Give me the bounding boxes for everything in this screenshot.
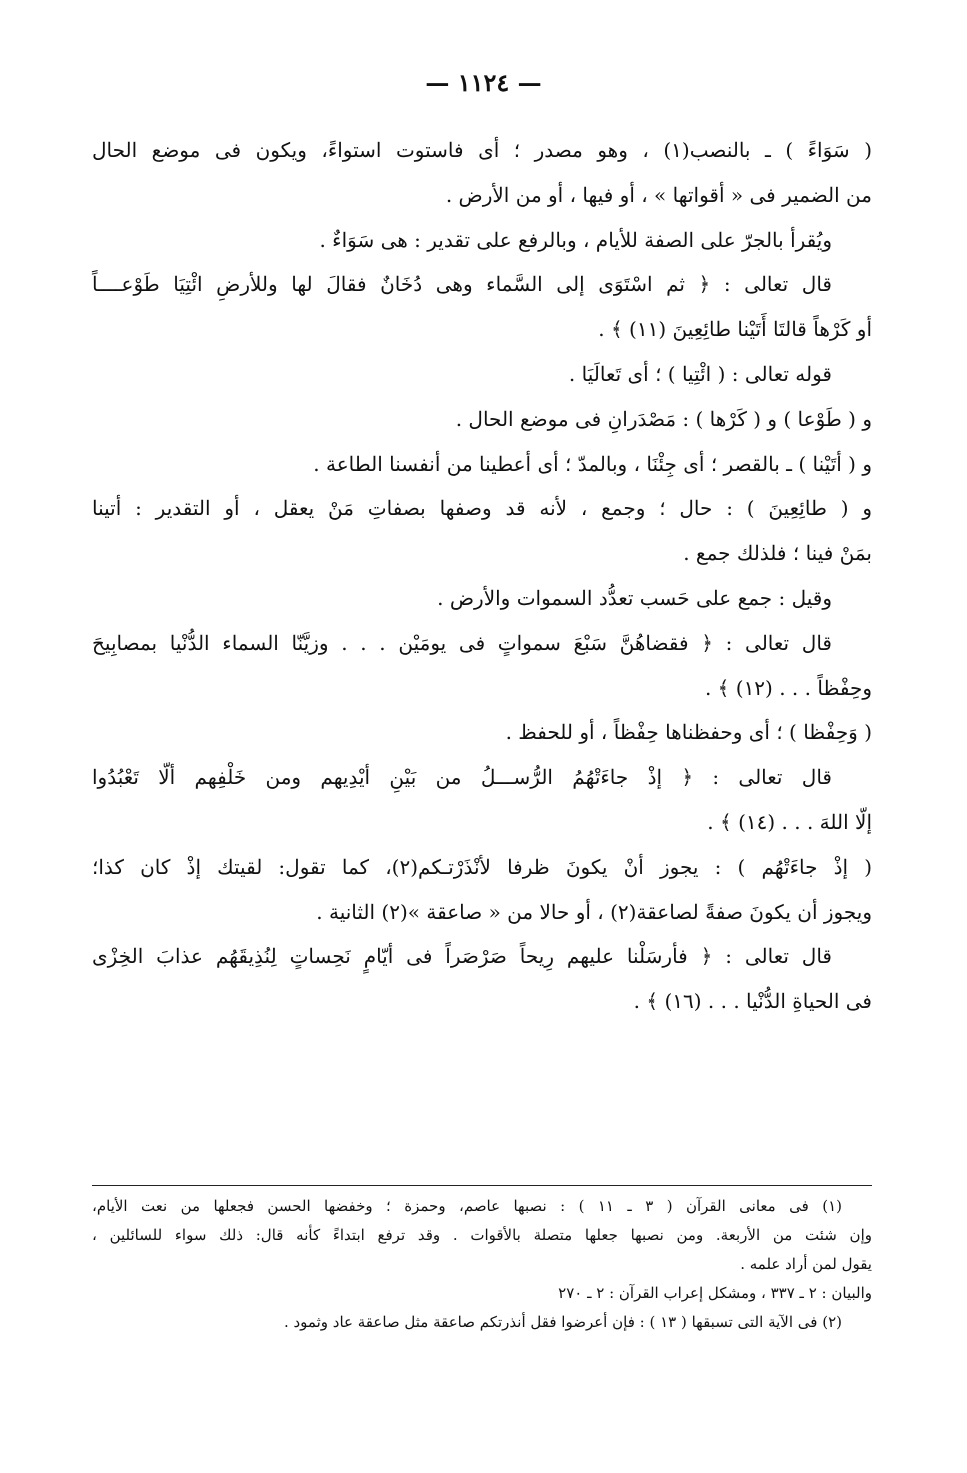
text-line: قال تعالى : ﴿ إذْ جاءَتْهُمُ الرُّســـلُ من بَيْنِ أيْدِيهم ومن خَلْفِهم ألّا تَعْبُدُوا <box>92 765 832 790</box>
text-line: قال تعالى : ﴿ فأرسَلْنا عليهم رِيحاً صَرْصَراً فى أيّامٍ نَحِساتٍ لِنُذِيقَهُم عذابَ الخِزْى <box>92 944 832 969</box>
footnote-line: يقول لمن أراد علمه . <box>740 1255 872 1273</box>
footnote-divider <box>92 1185 872 1186</box>
footnote-line: (١) فى معانى القرآن ( ٣ ـ ١١ ) : نصبها عاصم، وحمزة ؛ وخفضها الحسن فجعلها من نعت الأيام، <box>92 1197 842 1215</box>
footnote-line: والبيان : ٢ ـ ٣٣٧ ، ومشكل إعراب القرآن : ٢ ـ ٢٧٠ <box>558 1284 872 1302</box>
text-line: من الضمير فى « أقواتها » ، أو فيها ، أو من الأرض . <box>445 182 872 207</box>
text-line: أو كَرْهاً قالتَا أَتَيْنا طائِعِينَ (١١) ﴾ . <box>598 317 872 342</box>
footnotes <box>92 1192 872 1337</box>
text-line: وحِفْظاً . . . (١٢) ﴾ . <box>704 675 872 700</box>
text-line: بمَنْ فينا ؛ فلذلك جمع . <box>683 541 872 566</box>
text-line: و ( طَوْعا ) و ( كَرْها ) : مَصْدَرانِ فى موضع الحال . <box>455 406 872 431</box>
main-text <box>92 128 872 1024</box>
text-line: ويُقرأ بالجرّ على الصفة للأيام ، وبالرفع على تقدير : هى سَوَاءٌ . <box>319 227 832 252</box>
text-line: ( سَوَاءً ) ـ بالنصب(١) ، وهو مصدر ؛ أى فاستوت استواءً، ويكون فى موضع الحال <box>92 138 872 162</box>
text-line: إلّا اللهَ . . . (١٤) ﴾ . <box>707 809 872 834</box>
text-line: و ( طائِعِينَ ) : حال ؛ وجمع ، لأنه قد وصفها بصفاتِ مَنْ يعقل ، أو التقدير : أتينا <box>92 496 872 521</box>
text-line: فى الحياةِ الدُّنْيا . . . (١٦) ﴾ . <box>633 989 872 1014</box>
footnote-line: (٢) فى الآية التى تسبقها ( ١٣ ) : فإن أعرضوا فقل أنذرتكم صاعقة مثل صاعقة عاد وثمود . <box>283 1313 842 1331</box>
text-line: قال تعالى : ﴿ ثم اسْتَوَى إلى السَّماء وهى دُخَانٌ فقالَ لها وللأرضِ ائْتِيَا طَوْعــــاً <box>92 272 832 297</box>
page-number: — ١١٢٤ — <box>425 68 542 97</box>
text-line: ( إذْ جاءَتْهُم ) : يجوز أنْ يكونَ ظرفا لأنْذَرْتـكم(٢)، كما تقول: لقيتك إذْ كان كذا؛ <box>92 854 872 879</box>
text-line: و ( أتَيْنا ) ـ بالقصر ؛ أى جِئْنَا ، وبالمدّ ؛ أى أعطينا من أنفسنا الطاعة . <box>313 451 872 476</box>
text-line: قوله تعالى : ( ائْتِيا ) ؛ أى تَعالَيَا . <box>568 361 832 386</box>
footnote-line: وإن شئت من الأربعة. ومن نصبها جعلها متصلة بالأقوات . وقد ترفع ابتداءً كأنه قال: ذلك سواء للسائلين ، <box>92 1226 872 1244</box>
text-line: ( وَحِفْظا ) ؛ أى وحفظناها حِفْظاً ، أو للحفظ . <box>505 720 872 745</box>
text-line: قال تعالى : ﴿ فقضاهُنَّ سَبْعَ سمواتٍ فى يومَيْن . . . وزيَّنّا السماء الدُّنْيا بمصابِيحَ <box>92 630 832 655</box>
text-line: وقيل : جمع على حَسب تعدُّد السموات والأرض . <box>437 585 832 610</box>
text-line: ويجوز أن يكونَ صفةً لصاعقة(٢) ، أو حالا من « صاعقة »(٢) الثانية . <box>316 899 872 924</box>
